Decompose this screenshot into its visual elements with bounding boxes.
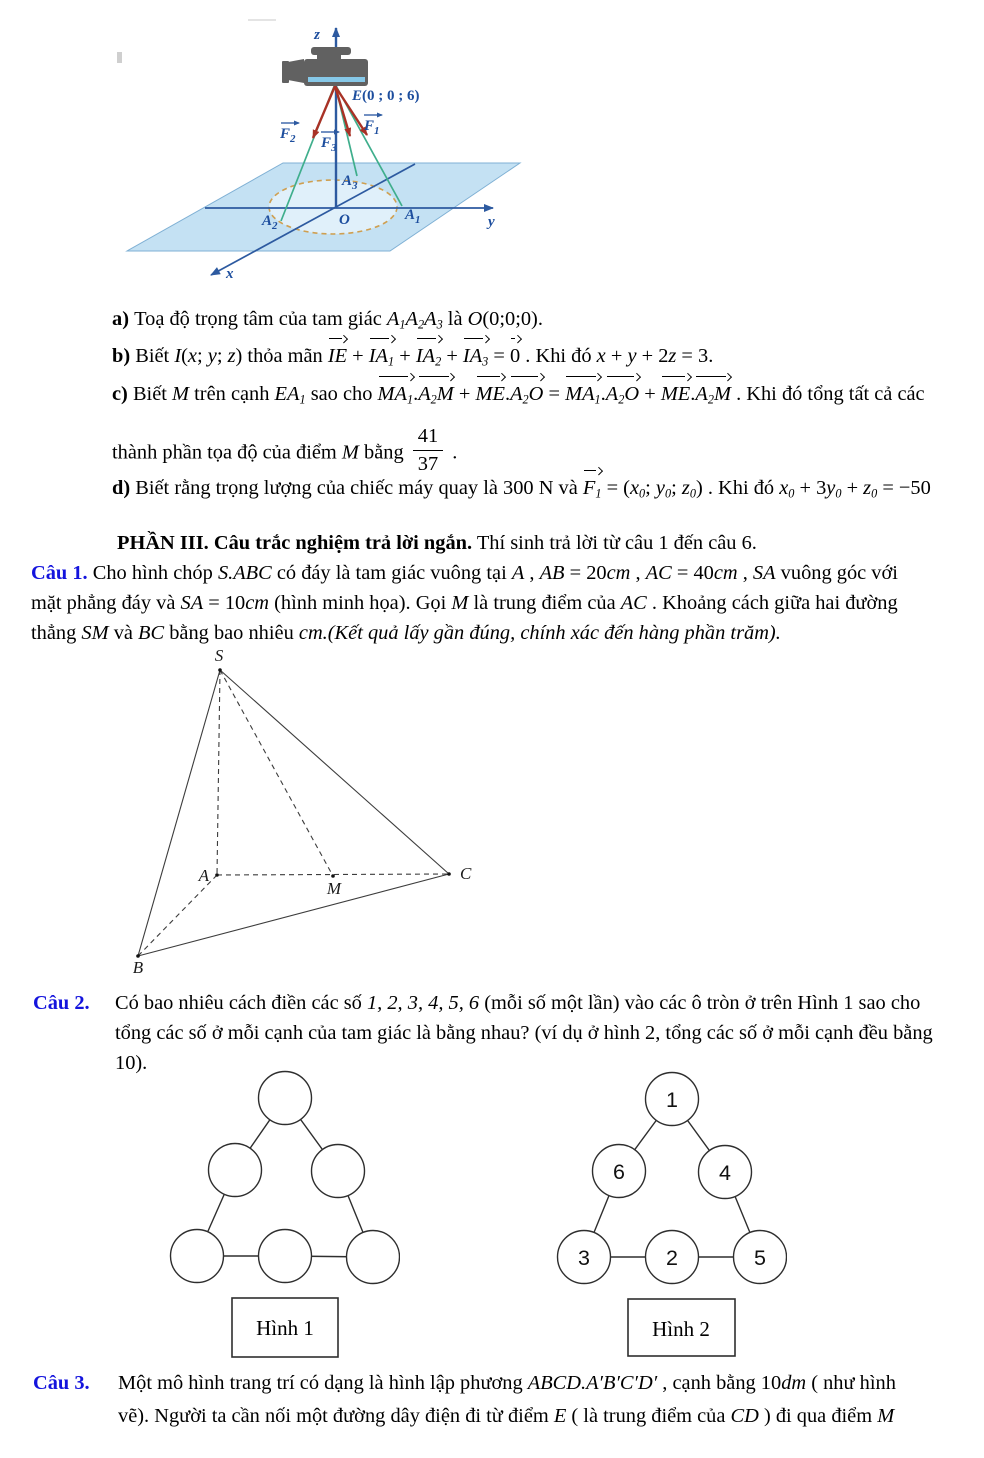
cau3-line2: vẽ). Người ta cần nối một đường dây điện đi từ điểm E ( là trung điểm của CD ) đi qua điểm M — [118, 1405, 895, 1427]
force-arrow-f3 — [335, 86, 350, 136]
cau2-line3: 10). — [115, 1052, 148, 1074]
point-a2-label: $A_2$ — [262, 213, 278, 232]
hinh1-circle-botmid — [259, 1230, 312, 1283]
cau2-label: Câu 2. — [33, 992, 90, 1014]
projection-circle — [269, 180, 397, 234]
vertex-C-label: C — [460, 864, 472, 883]
cau1-line1: Câu 1. Cho hình chóp S.ABC có đáy là tam giác vuông tại A , AB = 20cm , AC = 40cm , SA vuông góc với — [31, 562, 898, 584]
vector-f2-label: $F_2$ — [280, 126, 296, 145]
hinh1-circle-midleft — [209, 1144, 262, 1197]
z-axis-label: z — [314, 27, 320, 43]
hinh2-value-top: 1 — [666, 1088, 678, 1112]
cau1-paragraph — [31, 558, 976, 648]
vertex-M-label: M — [326, 879, 342, 898]
edge-BC — [138, 874, 449, 956]
hinh2-figure — [552, 1065, 787, 1365]
hinh1-caption: Hình 1 — [256, 1316, 314, 1340]
cau1-line2: mặt phẳng đáy và SA = 10cm (hình minh họa). Gọi M là trung điểm của AC . Khoảng cách giữa hai đường — [31, 592, 898, 614]
statement-b: b) Biết I(x; y; z) thỏa mãn IE + $IA_1 + IA_2 + IA_3 = 0$ . Khi đó x + y + 2z = 3. — [112, 341, 713, 371]
statement-a: a) Toạ độ trọng tâm của tam giác $A_1A_2A_3$ là O(0;0;0). — [112, 308, 543, 332]
hinh1-circle-midright — [312, 1145, 365, 1198]
hinh2-value-midright: 4 — [719, 1161, 731, 1185]
pyramid-figure — [118, 646, 480, 980]
cau3-label: Câu 3. — [33, 1372, 90, 1394]
vertex-S-label: S — [214, 646, 224, 665]
point-a3-label: $A_3$ — [342, 173, 358, 192]
edge-SA — [217, 670, 220, 875]
hinh1-circle-top — [259, 1072, 312, 1125]
origin-label: O — [339, 212, 350, 228]
part3-heading: PHẦN III. Câu trắc nghiệm trả lời ngắn. Thí sinh trả lời từ câu 1 đến câu 6. — [117, 532, 757, 554]
hinh1-circle-botleft — [171, 1230, 224, 1283]
camera-coordinate-figure — [105, 12, 575, 290]
vertex-A-label: A — [198, 866, 209, 885]
cau3-paragraph — [118, 1368, 978, 1434]
edge-SM — [220, 670, 333, 876]
hinh2-value-botleft: 3 — [578, 1246, 590, 1270]
point-a1-label: $A_1$ — [405, 207, 421, 226]
hinh2-value-botright: 5 — [754, 1246, 766, 1270]
vector-f1-label: $F_1$ — [364, 118, 380, 137]
cau2-line2: tổng các số ở mỗi cạnh của tam giác là bằng nhau? (ví dụ ở hình 2, tổng các số ở mỗi cạnh đều bằng — [115, 1022, 933, 1044]
point-e-label: E(0 ; 0 ; 6) — [352, 88, 420, 104]
vertex-B-label: B — [132, 958, 144, 977]
edge-SC — [220, 670, 449, 874]
cau3-line1: Một mô hình trang trí có dạng là hình lập phương ABCD.A′B′C′D′ , cạnh bằng 10dm ( như hình — [118, 1372, 896, 1394]
statement-c-line1: c) Biết M trên cạnh $EA_1$ sao cho $MA_1.A_2M + ME.A_2O = MA_1.A_2O + ME.A_2M$ . Khi đó tổng tất cả các — [112, 379, 925, 409]
force-arrow-f2 — [313, 86, 335, 138]
statement-c-line2: thành phần tọa độ của điểm M bằng $\frac{41}{37}$ . — [112, 425, 458, 476]
hinh1-figure — [165, 1065, 400, 1365]
hinh2-caption: Hình 2 — [652, 1317, 710, 1341]
vector-f3-label: $F_3$ — [321, 135, 337, 154]
cau1-line3: thẳng SM và BC bằng bao nhiêu cm.(Kết quả lấy gần đúng, chính xác đến hàng phần trăm). — [31, 622, 781, 644]
hinh2-value-midleft: 6 — [613, 1160, 625, 1184]
edge-SB — [138, 670, 220, 956]
video-camera-icon — [282, 47, 368, 86]
statement-d: d) Biết rằng trọng lượng của chiếc máy quay là 300 N và $F_1 = (x_0$; $y_0$; $z_0$) . Khi đó $x_0 + 3y_0 + z_0 = -50$ — [112, 473, 931, 503]
hinh2-value-botmid: 2 — [666, 1246, 678, 1270]
x-axis-label: x — [226, 266, 234, 282]
cau2-line1: Có bao nhiêu cách điền các số 1, 2, 3, 4, 5, 6 (mỗi số một lần) vào các ô tròn ở trên Hình 1 sao cho — [115, 992, 921, 1014]
hinh1-circle-botright — [347, 1231, 400, 1284]
y-axis-label: y — [488, 214, 495, 230]
